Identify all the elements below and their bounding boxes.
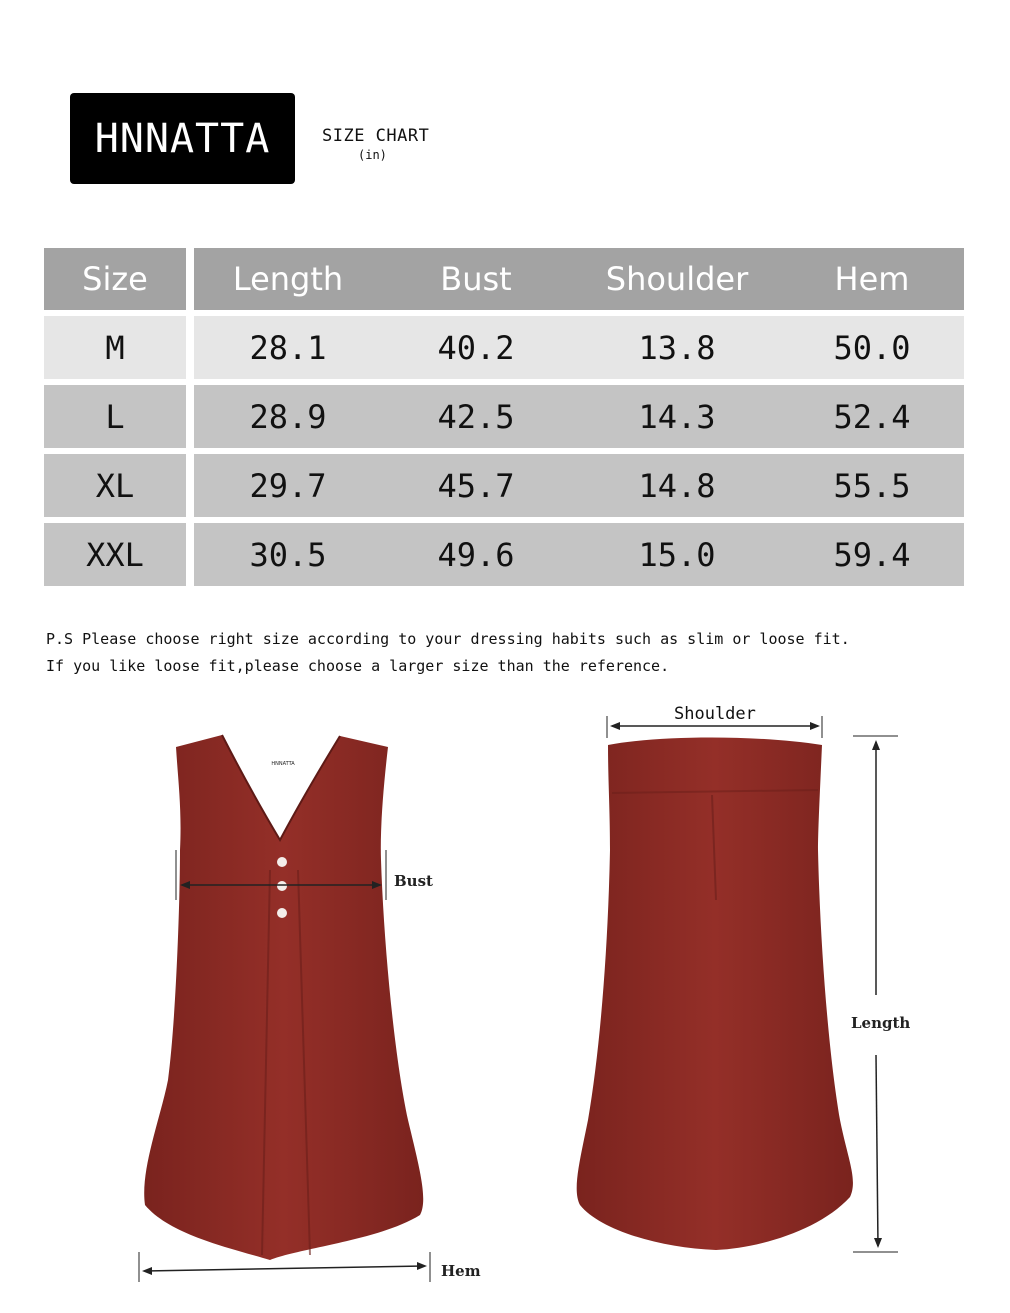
hem-value: 50.0 xyxy=(833,328,911,367)
size-value: XXL xyxy=(86,535,144,574)
measurement-cells xyxy=(194,454,964,517)
size-cell xyxy=(44,454,186,517)
button-2 xyxy=(277,881,287,891)
button-1 xyxy=(277,857,287,867)
size-cell xyxy=(44,316,186,379)
header-cell-size xyxy=(44,248,186,310)
shoulder-value: 14.8 xyxy=(638,466,716,505)
chart-unit: (in) xyxy=(358,148,387,162)
size-table xyxy=(44,248,964,592)
length-value: 28.1 xyxy=(249,328,327,367)
length-value: 29.7 xyxy=(249,466,327,505)
chart-title: SIZE CHART xyxy=(322,126,430,146)
size-cell xyxy=(44,385,186,448)
length-value: 30.5 xyxy=(249,535,327,574)
garment-diagram xyxy=(0,700,1010,1313)
brand-logo xyxy=(70,93,295,184)
bust-value: 45.7 xyxy=(437,466,515,505)
header-bust: Bust xyxy=(440,260,512,298)
back-garment xyxy=(577,738,853,1251)
header-cell-measurements xyxy=(194,248,964,310)
header-hem: Hem xyxy=(834,260,910,298)
button-3 xyxy=(277,908,287,918)
table-header-row xyxy=(44,248,964,310)
size-value: L xyxy=(105,397,125,436)
bust-value: 42.5 xyxy=(437,397,515,436)
hem-value: 59.4 xyxy=(833,535,911,574)
measurement-cells xyxy=(194,385,964,448)
front-garment-body xyxy=(144,735,423,1260)
shoulder-label: Shoulder xyxy=(674,704,756,724)
brand-tag-text: HNNATTA xyxy=(271,761,295,767)
size-value: XL xyxy=(95,466,135,505)
back-garment-body xyxy=(577,738,853,1251)
bust-value: 49.6 xyxy=(437,535,515,574)
length-value: 28.9 xyxy=(249,397,327,436)
shoulder-value: 13.8 xyxy=(638,328,716,367)
bust-label: Bust xyxy=(394,872,433,890)
table-row xyxy=(44,523,964,586)
length-measure xyxy=(851,736,910,1252)
table-row xyxy=(44,316,964,379)
header-shoulder: Shoulder xyxy=(605,260,749,298)
measurement-cells xyxy=(194,316,964,379)
brand-logo-text: HNNATTA xyxy=(94,115,271,162)
fit-note-2: If you like loose fit,please choose a larger size than the reference. xyxy=(46,657,670,675)
length-label: Length xyxy=(851,1014,911,1032)
header-size: Size xyxy=(82,260,148,298)
fit-note-1: P.S Please choose right size according to your dressing habits such as slim or loose fit. xyxy=(46,630,850,648)
table-row xyxy=(44,385,964,448)
shoulder-value: 14.3 xyxy=(638,397,716,436)
table-row xyxy=(44,454,964,517)
header-length: Length xyxy=(232,260,344,298)
shoulder-value: 15.0 xyxy=(638,535,716,574)
hem-measure xyxy=(139,1252,481,1282)
measurement-cells xyxy=(194,523,964,586)
hem-value: 52.4 xyxy=(833,397,911,436)
hem-label: Hem xyxy=(441,1262,481,1280)
size-cell xyxy=(44,523,186,586)
size-value: M xyxy=(105,328,125,367)
hem-value: 55.5 xyxy=(833,466,911,505)
front-garment xyxy=(144,735,423,1260)
bust-value: 40.2 xyxy=(437,328,515,367)
